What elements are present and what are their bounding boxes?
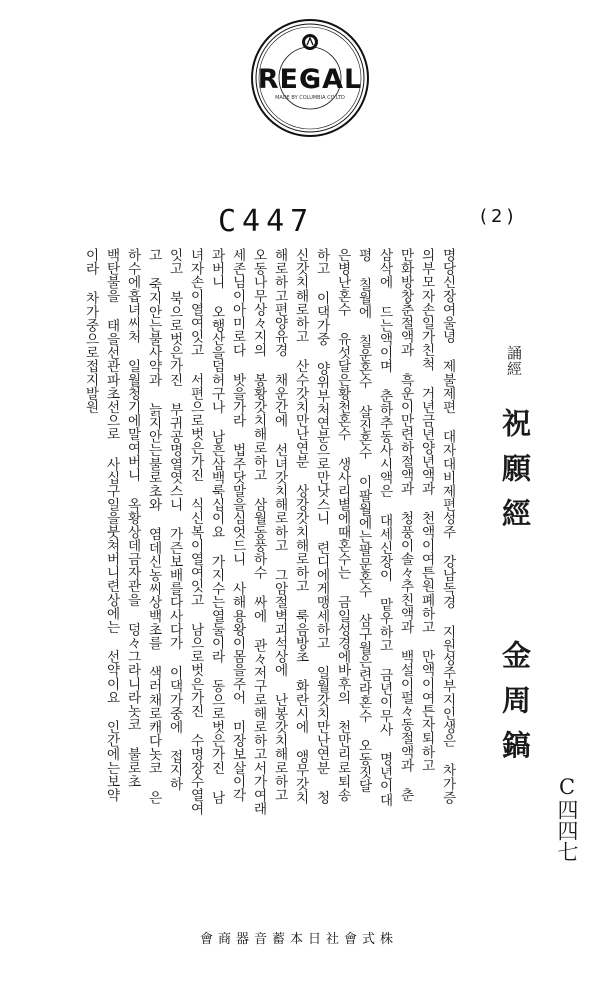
lyrics-column: 하수에흡녀씨처 일월청기에말여버니 옥황상데금자관을 덩々그라니라놋코 불로초 [124,248,141,788]
lyrics-column: 신갓치해로하고 산수갓치만난연분 상강갓치해로하고 룩음방초 화란시에 앵무갓치 [292,248,309,804]
lyrics-column: 오동나무상々지의 봉황갓치해로하고 삼월동풍하수 싸에 관々저구로해로하고서가여래 [250,248,267,816]
lyrics-column: 해로하고편양유경 채운간에 선녀갓치해로하고 그암절벽괴석상에 난봉갓치해로하고 [271,248,288,802]
lyrics-column: 백탄불을 태을선관파초선으로 사십구일을붓쳐버니련상에는 선약이요 인간에는보약 [103,248,120,802]
lyrics-column: 잇고 북으로벗은가진 부귀공명열엿스니 가즌보배를다사다가 이댁가중에 접지하 [166,248,183,791]
publisher-footer: 株式會社日本蓄音器商會 [200,932,399,947]
catalog-number: C四四七 [555,775,579,862]
lyrics-column: 은병난혼수 유섯달은황천혼수 생사리별에때혼수는 금일성경에바후의 천만리로퇴송 [334,248,351,802]
lyrics-column: 세존님이아미로다 밧을가라 법주닷말을심엇드니 사해용왕이몸을주어 미장보살이각 [229,248,246,802]
lyrics-column: 고 죽지안는불사약과 늙지안는불로초와 염데신농씨상백초를 색러채로캐다놋코 은 [145,248,162,804]
record-number: C447 [218,204,315,239]
lyrics-column: 만화방창춘절액과 흑운이만련하절액과 청풍이솔々추친액과 백설이펄々동절액과 춘 [397,248,414,802]
author-name: 金周鎬 [498,640,532,775]
title-subtitle: 誦經 [505,345,523,377]
lyrics-column: 삼삭에 드는액이며 춘하추동사시액은 대세신장이 맡우하고 금년이무사 명년이대 [376,248,393,807]
lyrics-column: 의부모자손일가친척 거년금년양년액과 천액이여튼원폐하고 만액이여튼자퇴하고 [418,248,435,772]
lyrics-column: 하고 이댁가중 양위부처연분으로만낫스니 련디에게맹세하고 일월갓치만난연분 청 [313,248,330,804]
logo-brand-text: REGAL [257,64,363,95]
title-main: 祝願經 [498,408,532,543]
lyrics-column: 평 칠월에 칠운혼수 살진혼수 이팔월에는팔문혼수 삼구월은련라혼수 오동짓달 [355,248,372,793]
regal-logo [250,18,370,138]
lyrics-column: 녀자손이열여잇고 서편으로벗은가진 식신복이열여잇고 남으로벗은가진 수명장수열여 [187,248,204,816]
lyrics-column: 명당신장여울녕 제불제편 대자대비제편성주 강남독경 지원성주부지인생은 차가증 [439,248,456,804]
logo-small-text: MADE BY COLUMBIA CO.LTD [275,95,345,101]
lyrics-column: 이라 차가중으로접지발원 [82,248,99,414]
side-number: (2) [480,206,518,227]
lyrics-column: 과버니 오행산을덤허구나 남흔삼백룩십이요 가지수는열둘이라 동으로벗은가진 남 [208,248,225,804]
